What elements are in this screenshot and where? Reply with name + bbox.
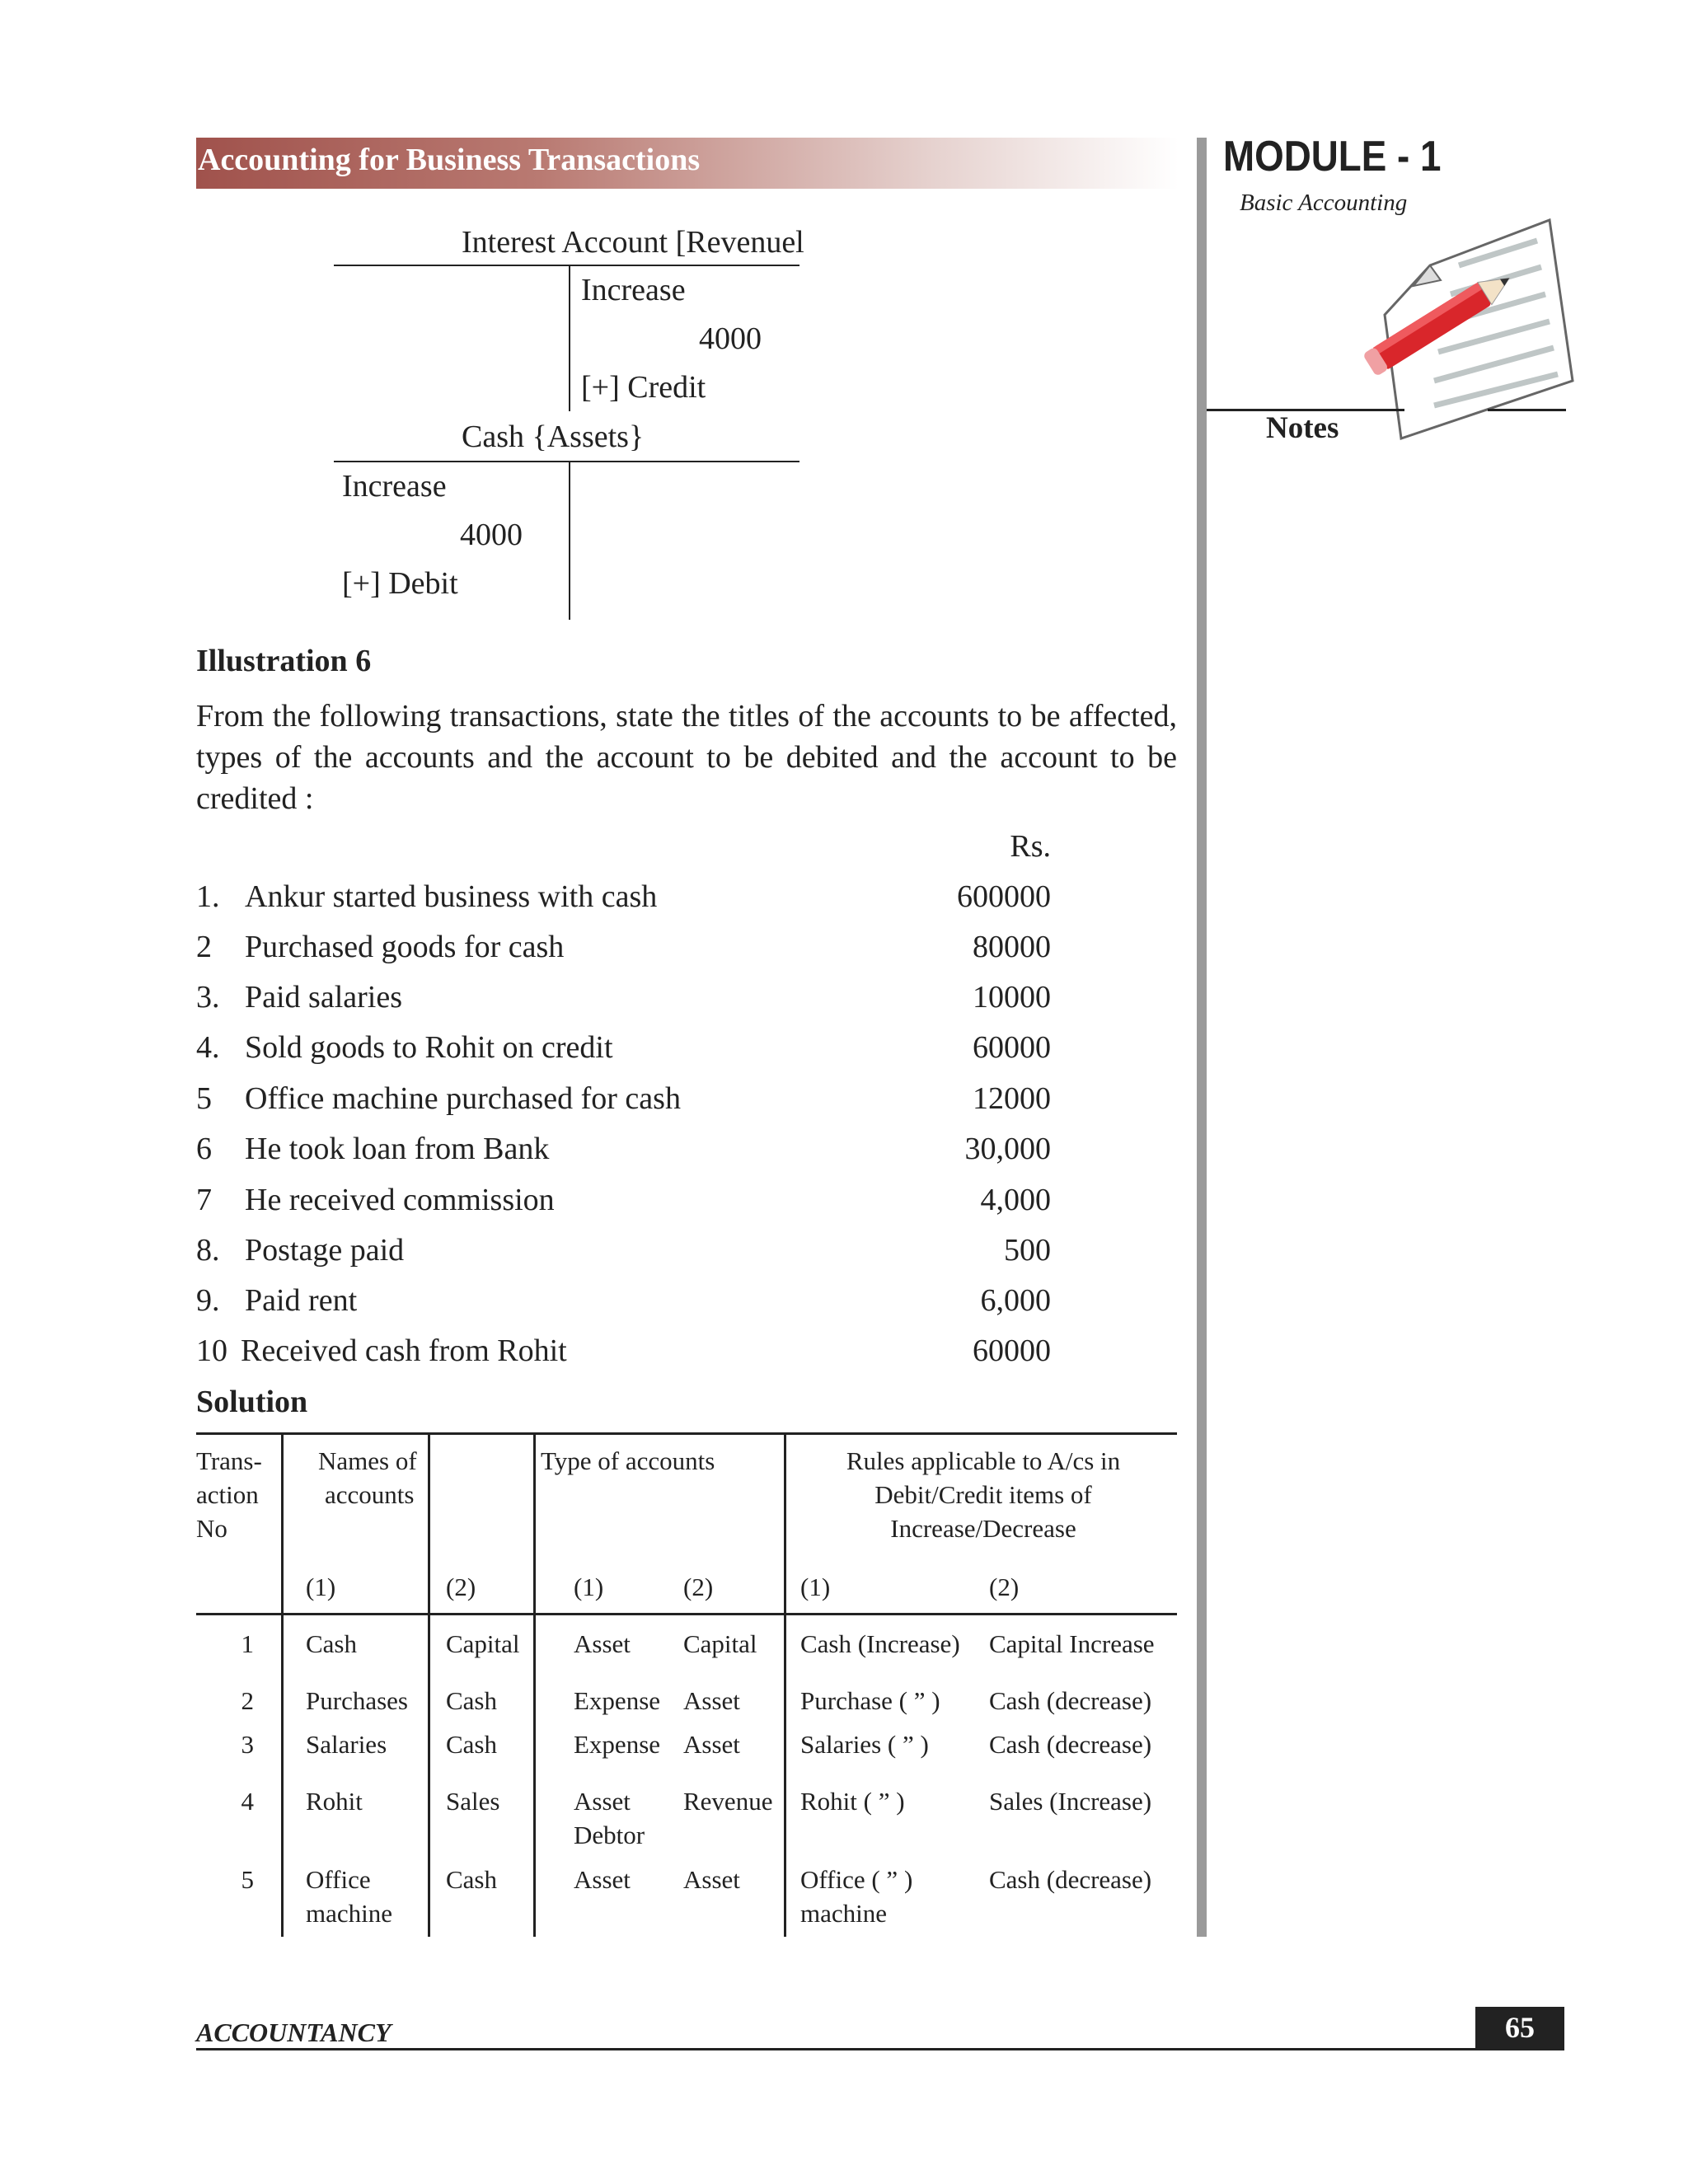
transaction-no: 3. [196,980,220,1015]
table-col-divider [533,1432,536,1937]
transaction-text: He took loan from Bank [245,1132,550,1166]
row-type1: Expense [574,1686,661,1715]
t-account-title: Cash {Assets} [462,419,645,454]
t-account-top-line [334,461,799,462]
row-rule1: Office ( ” ) [800,1865,913,1894]
row-rule1: Cash (Increase) [800,1629,960,1658]
t-account-entry: Increase [581,273,686,307]
t-account-center-line [569,265,570,411]
subheader: (2) [683,1572,714,1601]
transaction-text: Received cash from Rohit [241,1333,567,1368]
header-rules: Increase/Decrease [890,1514,1076,1543]
row-name1: Cash [306,1629,357,1658]
subheader: (1) [306,1572,336,1601]
row-type2: Asset [683,1730,740,1759]
row-no: 2 [241,1686,254,1715]
row-type1: Asset [574,1629,631,1658]
transaction-no: 1. [196,879,220,914]
transaction-amount: 6,000 [980,1283,1051,1318]
transaction-text: Paid rent [245,1283,358,1318]
row-type1: Asset [574,1865,631,1894]
illustration-intro: From the following transactions, state the titles of the accounts to be affected, types of the accounts and the account to be debited and the account to be credited : [196,699,1177,816]
row-rule2: Capital Increase [989,1629,1155,1658]
row-rule2: Cash (decrease) [989,1865,1152,1894]
row-name2: Cash [446,1686,497,1715]
transaction-amount: 60000 [973,1030,1051,1065]
chapter-title: Accounting for Business Transactions [198,143,701,177]
notes-label: Notes [1266,411,1339,445]
row-rule1: Salaries ( ” ) [800,1730,929,1759]
table-col-divider [281,1432,284,1937]
transaction-amount: 4,000 [980,1183,1051,1217]
t-account-side: [+] Credit [581,370,706,405]
row-name2: Sales [446,1787,500,1816]
header-trans: No [196,1514,227,1543]
row-type1-extra: Debtor [574,1821,645,1849]
row-no: 3 [241,1730,254,1759]
t-account-title: Interest Account [Revenuel [462,225,804,260]
table-col-divider [428,1432,430,1937]
row-type2: Capital [683,1629,757,1658]
transaction-no: 9. [196,1283,220,1318]
row-rule2: Sales (Increase) [989,1787,1152,1816]
row-no: 5 [241,1865,254,1894]
row-type1: Asset [574,1787,631,1816]
table-top-rule [196,1432,1177,1435]
transaction-amount: 12000 [973,1081,1051,1116]
transaction-text: Paid salaries [245,980,403,1015]
row-no: 4 [241,1787,254,1816]
page-number: 65 [1475,2007,1564,2048]
transaction-amount: 30,000 [964,1132,1051,1166]
transaction-amount: 80000 [973,930,1051,964]
illustration-heading: Illustration 6 [196,644,372,678]
header-trans: Trans- [196,1446,262,1475]
subheader: (2) [446,1572,476,1601]
header-rules: Debit/Credit items of [874,1480,1092,1509]
table-header-rule [196,1613,1177,1615]
transaction-text: He received commission [245,1183,555,1217]
transaction-text: Postage paid [245,1233,405,1268]
t-account-amount: 4000 [699,321,762,356]
t-account-side: [+] Debit [342,566,458,601]
t-account-center-line [569,461,570,620]
t-account-amount: 4000 [460,518,523,552]
module-subtitle: Basic Accounting [1240,190,1408,216]
row-type1: Expense [574,1730,661,1759]
transaction-amount: 60000 [973,1333,1051,1368]
t-account-entry: Increase [342,469,447,504]
transaction-no: 8. [196,1233,220,1268]
transaction-no: 5 [196,1081,212,1116]
transaction-no: 2 [196,930,212,964]
solution-heading: Solution [196,1385,308,1419]
transaction-no: 4. [196,1030,220,1065]
pencil-notepad-icon [1352,216,1582,455]
row-name1: Purchases [306,1686,408,1715]
footer-rule [196,2048,1564,2050]
subheader: (2) [989,1572,1020,1601]
row-name1-extra: machine [306,1899,393,1928]
header-trans: action [196,1480,259,1509]
margin-divider [1197,138,1207,1937]
transaction-amount: 600000 [957,879,1051,914]
subheader: (1) [574,1572,604,1601]
row-name2: Capital [446,1629,520,1658]
row-name1: Rohit [306,1787,363,1816]
t-account-top-line [334,265,799,266]
row-rule1-extra: machine [800,1899,888,1928]
transaction-text: Purchased goods for cash [245,930,565,964]
header-type: Type of accounts [541,1446,715,1475]
notes-rule-right [1488,409,1566,411]
row-name2: Cash [446,1865,497,1894]
row-type2: Asset [683,1686,740,1715]
row-name2: Cash [446,1730,497,1759]
row-rule2: Cash (decrease) [989,1686,1152,1715]
row-no: 1 [241,1629,254,1658]
row-rule1: Rohit ( ” ) [800,1787,905,1816]
transaction-amount: 10000 [973,980,1051,1015]
row-rule2: Cash (decrease) [989,1730,1152,1759]
transaction-text: Sold goods to Rohit on credit [245,1030,613,1065]
module-label: MODULE - 1 [1223,133,1442,180]
transaction-text: Ankur started business with cash [245,879,658,914]
header-rules: Rules applicable to A/cs in [846,1446,1121,1475]
row-name1: Office [306,1865,371,1894]
transaction-no: 7 [196,1183,212,1217]
transaction-no: 6 [196,1132,212,1166]
row-type2: Asset [683,1865,740,1894]
subheader: (1) [800,1572,831,1601]
table-col-divider [784,1432,786,1937]
row-rule1: Purchase ( ” ) [800,1686,940,1715]
header-names: accounts [325,1480,415,1509]
currency-label: Rs. [1010,829,1051,864]
transaction-amount: 500 [1004,1233,1051,1268]
row-type2: Revenue [683,1787,773,1816]
footer-subject: ACCOUNTANCY [196,2018,392,2047]
header-names: Names of [318,1446,417,1475]
row-name1: Salaries [306,1730,387,1759]
transaction-text: Office machine purchased for cash [245,1081,681,1116]
transaction-no: 10 [196,1333,227,1368]
